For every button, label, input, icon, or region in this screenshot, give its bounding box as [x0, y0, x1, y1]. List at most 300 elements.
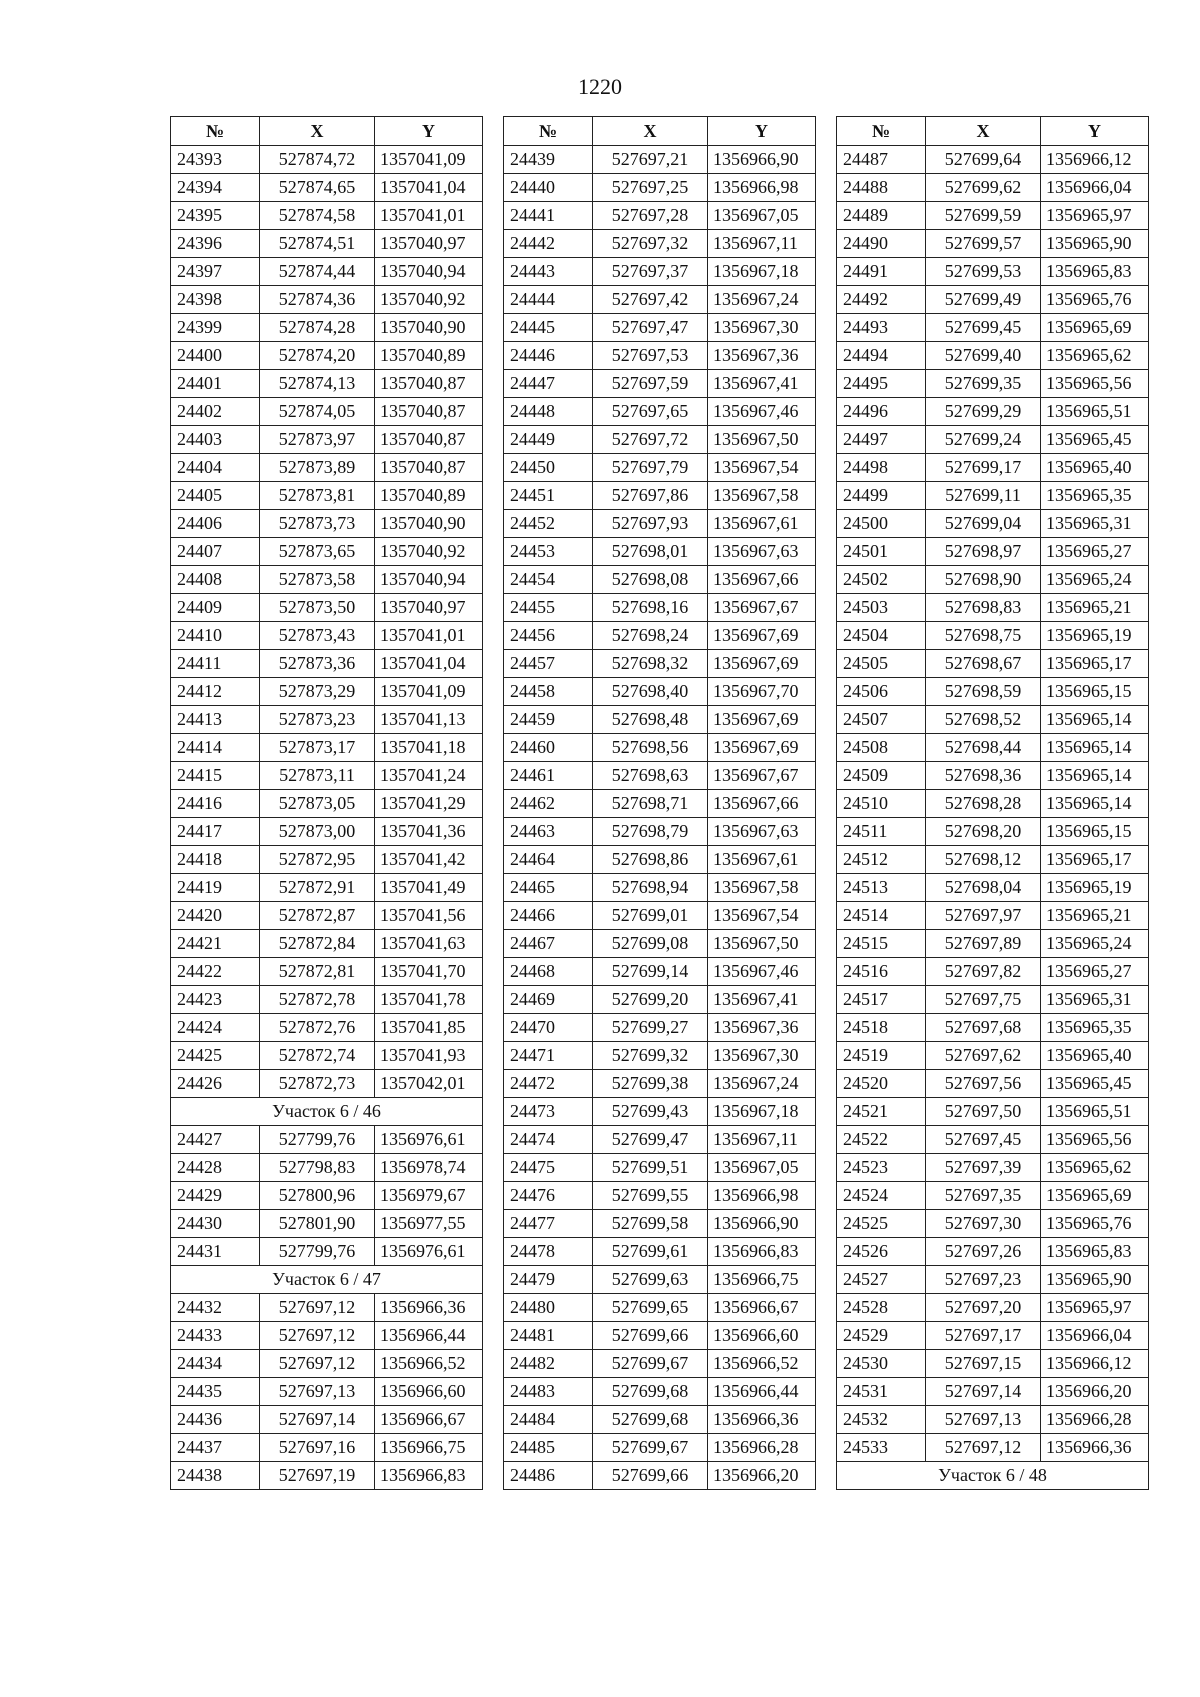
- point-number: 24489: [837, 202, 926, 230]
- point-number: 24473: [504, 1098, 593, 1126]
- header-number: №: [171, 117, 260, 146]
- x-coordinate: 527697,12: [260, 1294, 375, 1322]
- x-coordinate: 527873,23: [260, 706, 375, 734]
- table-row: [504, 1462, 816, 1490]
- y-coordinate: 1356967,67: [708, 762, 816, 790]
- section-label: Участок 6 / 48: [837, 1462, 1149, 1490]
- table-row: [171, 538, 483, 566]
- y-coordinate: 1356967,61: [708, 846, 816, 874]
- y-coordinate: 1356966,67: [375, 1406, 483, 1434]
- x-coordinate: 527699,53: [926, 258, 1041, 286]
- point-number: 24446: [504, 342, 593, 370]
- point-number: 24458: [504, 678, 593, 706]
- x-coordinate: 527698,94: [593, 874, 708, 902]
- point-number: 24452: [504, 510, 593, 538]
- y-coordinate: 1356965,19: [1041, 874, 1149, 902]
- y-coordinate: 1357040,89: [375, 482, 483, 510]
- y-coordinate: 1356966,36: [375, 1294, 483, 1322]
- point-number: 24483: [504, 1378, 593, 1406]
- y-coordinate: 1356965,21: [1041, 902, 1149, 930]
- table-row: [171, 1042, 483, 1070]
- point-number: 24519: [837, 1042, 926, 1070]
- point-number: 24482: [504, 1350, 593, 1378]
- table-row: [504, 1210, 816, 1238]
- point-number: 24493: [837, 314, 926, 342]
- point-number: 24397: [171, 258, 260, 286]
- point-number: 24516: [837, 958, 926, 986]
- y-coordinate: 1356965,40: [1041, 1042, 1149, 1070]
- table-row: [171, 1378, 483, 1406]
- x-coordinate: 527699,64: [926, 146, 1041, 174]
- y-coordinate: 1357040,97: [375, 594, 483, 622]
- y-coordinate: 1356967,54: [708, 902, 816, 930]
- point-number: 24506: [837, 678, 926, 706]
- y-coordinate: 1356965,76: [1041, 1210, 1149, 1238]
- x-coordinate: 527697,97: [926, 902, 1041, 930]
- point-number: 24401: [171, 370, 260, 398]
- table-row: [837, 426, 1149, 454]
- x-coordinate: 527874,44: [260, 258, 375, 286]
- x-coordinate: 527699,66: [593, 1462, 708, 1490]
- point-number: 24524: [837, 1182, 926, 1210]
- x-coordinate: 527697,12: [926, 1434, 1041, 1462]
- point-number: 24499: [837, 482, 926, 510]
- point-number: 24518: [837, 1014, 926, 1042]
- point-number: 24442: [504, 230, 593, 258]
- x-coordinate: 527698,75: [926, 622, 1041, 650]
- table-row: [837, 1378, 1149, 1406]
- coordinates-table-3: [836, 116, 1149, 1490]
- point-number: 24503: [837, 594, 926, 622]
- table-row: [171, 1070, 483, 1098]
- y-coordinate: 1356976,61: [375, 1238, 483, 1266]
- y-coordinate: 1356967,41: [708, 986, 816, 1014]
- header-x: X: [926, 117, 1041, 146]
- point-number: 24451: [504, 482, 593, 510]
- y-coordinate: 1356965,45: [1041, 1070, 1149, 1098]
- table-row: [504, 258, 816, 286]
- y-coordinate: 1356966,04: [1041, 174, 1149, 202]
- x-coordinate: 527699,62: [926, 174, 1041, 202]
- point-number: 24416: [171, 790, 260, 818]
- table-row: [504, 706, 816, 734]
- table-row: [171, 734, 483, 762]
- point-number: 24470: [504, 1014, 593, 1042]
- table-row: [504, 426, 816, 454]
- point-number: 24497: [837, 426, 926, 454]
- point-number: 24430: [171, 1210, 260, 1238]
- y-coordinate: 1356966,83: [708, 1238, 816, 1266]
- y-coordinate: 1356966,60: [708, 1322, 816, 1350]
- table-row: [171, 1154, 483, 1182]
- table-row: [837, 370, 1149, 398]
- x-coordinate: 527698,56: [593, 734, 708, 762]
- x-coordinate: 527699,61: [593, 1238, 708, 1266]
- table-row: [171, 846, 483, 874]
- y-coordinate: 1356966,28: [708, 1434, 816, 1462]
- x-coordinate: 527697,56: [926, 1070, 1041, 1098]
- point-number: 24410: [171, 622, 260, 650]
- table-row: [837, 454, 1149, 482]
- table-row: [171, 286, 483, 314]
- point-number: 24496: [837, 398, 926, 426]
- point-number: 24412: [171, 678, 260, 706]
- y-coordinate: 1357042,01: [375, 1070, 483, 1098]
- y-coordinate: 1356967,05: [708, 202, 816, 230]
- x-coordinate: 527698,32: [593, 650, 708, 678]
- point-number: 24478: [504, 1238, 593, 1266]
- x-coordinate: 527697,21: [593, 146, 708, 174]
- point-number: 24433: [171, 1322, 260, 1350]
- table-row: [504, 1322, 816, 1350]
- table-row: [504, 538, 816, 566]
- table-row: [171, 818, 483, 846]
- table-row: [171, 342, 483, 370]
- y-coordinate: 1356967,63: [708, 538, 816, 566]
- table-row: [504, 902, 816, 930]
- point-number: 24527: [837, 1266, 926, 1294]
- y-coordinate: 1356965,14: [1041, 790, 1149, 818]
- x-coordinate: 527699,45: [926, 314, 1041, 342]
- x-coordinate: 527872,95: [260, 846, 375, 874]
- x-coordinate: 527697,19: [260, 1462, 375, 1490]
- x-coordinate: 527699,29: [926, 398, 1041, 426]
- point-number: 24490: [837, 230, 926, 258]
- y-coordinate: 1356967,50: [708, 930, 816, 958]
- point-number: 24443: [504, 258, 593, 286]
- y-coordinate: 1356966,60: [375, 1378, 483, 1406]
- section-row: [837, 1462, 1149, 1490]
- x-coordinate: 527697,13: [260, 1378, 375, 1406]
- x-coordinate: 527697,14: [260, 1406, 375, 1434]
- table-row: [837, 846, 1149, 874]
- x-coordinate: 527874,13: [260, 370, 375, 398]
- table-row: [504, 1406, 816, 1434]
- point-number: 24468: [504, 958, 593, 986]
- x-coordinate: 527874,36: [260, 286, 375, 314]
- table-row: [504, 1126, 816, 1154]
- table-row: [837, 734, 1149, 762]
- y-coordinate: 1356965,76: [1041, 286, 1149, 314]
- header-y: Y: [375, 117, 483, 146]
- point-number: 24407: [171, 538, 260, 566]
- table-row: [504, 1042, 816, 1070]
- y-coordinate: 1356965,21: [1041, 594, 1149, 622]
- point-number: 24509: [837, 762, 926, 790]
- x-coordinate: 527874,58: [260, 202, 375, 230]
- x-coordinate: 527699,67: [593, 1434, 708, 1462]
- y-coordinate: 1356966,12: [1041, 146, 1149, 174]
- y-coordinate: 1356979,67: [375, 1182, 483, 1210]
- table-row: [171, 650, 483, 678]
- table-row: [837, 1182, 1149, 1210]
- point-number: 24461: [504, 762, 593, 790]
- point-number: 24435: [171, 1378, 260, 1406]
- x-coordinate: 527872,84: [260, 930, 375, 958]
- y-coordinate: 1357041,09: [375, 146, 483, 174]
- y-coordinate: 1356966,12: [1041, 1350, 1149, 1378]
- y-coordinate: 1357041,29: [375, 790, 483, 818]
- x-coordinate: 527873,00: [260, 818, 375, 846]
- y-coordinate: 1356965,31: [1041, 986, 1149, 1014]
- table-row: [171, 1126, 483, 1154]
- point-number: 24421: [171, 930, 260, 958]
- x-coordinate: 527799,76: [260, 1238, 375, 1266]
- y-coordinate: 1356967,30: [708, 1042, 816, 1070]
- point-number: 24501: [837, 538, 926, 566]
- y-coordinate: 1356966,75: [375, 1434, 483, 1462]
- point-number: 24399: [171, 314, 260, 342]
- table-row: [171, 874, 483, 902]
- x-coordinate: 527699,32: [593, 1042, 708, 1070]
- x-coordinate: 527699,66: [593, 1322, 708, 1350]
- table-row: [837, 874, 1149, 902]
- x-coordinate: 527699,49: [926, 286, 1041, 314]
- table-row: [504, 342, 816, 370]
- table-row: [837, 1014, 1149, 1042]
- table-row: [171, 370, 483, 398]
- table-row: [837, 538, 1149, 566]
- point-number: 24485: [504, 1434, 593, 1462]
- table-row: [171, 1462, 483, 1490]
- y-coordinate: 1356967,24: [708, 286, 816, 314]
- table-row: [504, 874, 816, 902]
- y-coordinate: 1357041,24: [375, 762, 483, 790]
- table-row: [837, 398, 1149, 426]
- point-number: 24432: [171, 1294, 260, 1322]
- x-coordinate: 527697,15: [926, 1350, 1041, 1378]
- table-row: [171, 622, 483, 650]
- point-number: 24475: [504, 1154, 593, 1182]
- x-coordinate: 527698,36: [926, 762, 1041, 790]
- table-row: [837, 258, 1149, 286]
- point-number: 24513: [837, 874, 926, 902]
- point-number: 24415: [171, 762, 260, 790]
- x-coordinate: 527698,24: [593, 622, 708, 650]
- y-coordinate: 1357041,09: [375, 678, 483, 706]
- y-coordinate: 1357041,42: [375, 846, 483, 874]
- table-row: [171, 986, 483, 1014]
- y-coordinate: 1357041,63: [375, 930, 483, 958]
- x-coordinate: 527699,40: [926, 342, 1041, 370]
- point-number: 24440: [504, 174, 593, 202]
- y-coordinate: 1356967,18: [708, 258, 816, 286]
- y-coordinate: 1357040,87: [375, 370, 483, 398]
- x-coordinate: 527801,90: [260, 1210, 375, 1238]
- point-number: 24512: [837, 846, 926, 874]
- x-coordinate: 527698,52: [926, 706, 1041, 734]
- point-number: 24454: [504, 566, 593, 594]
- table-row: [171, 762, 483, 790]
- coordinates-table-2: [503, 116, 816, 1490]
- point-number: 24434: [171, 1350, 260, 1378]
- y-coordinate: 1357040,87: [375, 454, 483, 482]
- point-number: 24492: [837, 286, 926, 314]
- point-number: 24471: [504, 1042, 593, 1070]
- x-coordinate: 527699,14: [593, 958, 708, 986]
- point-number: 24505: [837, 650, 926, 678]
- page-number: 1220: [578, 74, 622, 99]
- x-coordinate: 527873,36: [260, 650, 375, 678]
- point-number: 24517: [837, 986, 926, 1014]
- point-number: 24463: [504, 818, 593, 846]
- point-number: 24515: [837, 930, 926, 958]
- y-coordinate: 1356967,05: [708, 1154, 816, 1182]
- point-number: 24456: [504, 622, 593, 650]
- point-number: 24457: [504, 650, 593, 678]
- point-number: 24498: [837, 454, 926, 482]
- y-coordinate: 1357041,04: [375, 650, 483, 678]
- table-row: [504, 566, 816, 594]
- y-coordinate: 1356967,11: [708, 1126, 816, 1154]
- table-row: [171, 1238, 483, 1266]
- y-coordinate: 1357040,90: [375, 510, 483, 538]
- header-number: №: [504, 117, 593, 146]
- table-row: [171, 510, 483, 538]
- y-coordinate: 1356966,52: [708, 1350, 816, 1378]
- x-coordinate: 527873,89: [260, 454, 375, 482]
- y-coordinate: 1356965,69: [1041, 314, 1149, 342]
- x-coordinate: 527699,65: [593, 1294, 708, 1322]
- x-coordinate: 527697,59: [593, 370, 708, 398]
- table-row: [171, 902, 483, 930]
- point-number: 24424: [171, 1014, 260, 1042]
- x-coordinate: 527873,43: [260, 622, 375, 650]
- y-coordinate: 1356967,69: [708, 650, 816, 678]
- point-number: 24428: [171, 1154, 260, 1182]
- point-number: 24453: [504, 538, 593, 566]
- point-number: 24398: [171, 286, 260, 314]
- x-coordinate: 527699,11: [926, 482, 1041, 510]
- y-coordinate: 1356966,83: [375, 1462, 483, 1490]
- point-number: 24413: [171, 706, 260, 734]
- y-coordinate: 1356966,20: [1041, 1378, 1149, 1406]
- table-row: [171, 146, 483, 174]
- y-coordinate: 1357040,87: [375, 398, 483, 426]
- point-number: 24507: [837, 706, 926, 734]
- y-coordinate: 1356967,58: [708, 874, 816, 902]
- table-row: [504, 482, 816, 510]
- point-number: 24406: [171, 510, 260, 538]
- x-coordinate: 527872,91: [260, 874, 375, 902]
- x-coordinate: 527873,73: [260, 510, 375, 538]
- x-coordinate: 527874,05: [260, 398, 375, 426]
- y-coordinate: 1356965,17: [1041, 650, 1149, 678]
- table-row: [837, 482, 1149, 510]
- table-row: [837, 1350, 1149, 1378]
- x-coordinate: 527872,76: [260, 1014, 375, 1042]
- x-coordinate: 527698,90: [926, 566, 1041, 594]
- x-coordinate: 527699,01: [593, 902, 708, 930]
- y-coordinate: 1356965,14: [1041, 706, 1149, 734]
- y-coordinate: 1356965,62: [1041, 342, 1149, 370]
- table-row: [504, 818, 816, 846]
- x-coordinate: 527697,45: [926, 1126, 1041, 1154]
- y-coordinate: 1357041,49: [375, 874, 483, 902]
- x-coordinate: 527699,59: [926, 202, 1041, 230]
- point-number: 24439: [504, 146, 593, 174]
- x-coordinate: 527699,24: [926, 426, 1041, 454]
- table-row: [171, 454, 483, 482]
- x-coordinate: 527697,32: [593, 230, 708, 258]
- x-coordinate: 527697,75: [926, 986, 1041, 1014]
- x-coordinate: 527699,67: [593, 1350, 708, 1378]
- table-header-row: [837, 117, 1149, 146]
- y-coordinate: 1356966,98: [708, 1182, 816, 1210]
- y-coordinate: 1356967,69: [708, 706, 816, 734]
- table-row: [504, 202, 816, 230]
- point-number: 24495: [837, 370, 926, 398]
- x-coordinate: 527872,78: [260, 986, 375, 1014]
- point-number: 24511: [837, 818, 926, 846]
- y-coordinate: 1356965,24: [1041, 930, 1149, 958]
- y-coordinate: 1356966,44: [375, 1322, 483, 1350]
- table-row: [171, 230, 483, 258]
- x-coordinate: 527698,67: [926, 650, 1041, 678]
- point-number: 24447: [504, 370, 593, 398]
- point-number: 24429: [171, 1182, 260, 1210]
- table-row: [504, 454, 816, 482]
- x-coordinate: 527874,28: [260, 314, 375, 342]
- table-row: [837, 286, 1149, 314]
- table-row: [504, 1182, 816, 1210]
- y-coordinate: 1356965,56: [1041, 370, 1149, 398]
- point-number: 24437: [171, 1434, 260, 1462]
- x-coordinate: 527873,29: [260, 678, 375, 706]
- point-number: 24510: [837, 790, 926, 818]
- point-number: 24464: [504, 846, 593, 874]
- x-coordinate: 527800,96: [260, 1182, 375, 1210]
- table-row: [504, 930, 816, 958]
- y-coordinate: 1357041,85: [375, 1014, 483, 1042]
- x-coordinate: 527697,37: [593, 258, 708, 286]
- table-row: [504, 678, 816, 706]
- x-coordinate: 527698,40: [593, 678, 708, 706]
- x-coordinate: 527699,43: [593, 1098, 708, 1126]
- table-row: [837, 706, 1149, 734]
- table-row: [504, 622, 816, 650]
- y-coordinate: 1356966,36: [1041, 1434, 1149, 1462]
- table-row: [837, 1434, 1149, 1462]
- x-coordinate: 527699,04: [926, 510, 1041, 538]
- table-row: [171, 958, 483, 986]
- table-row: [837, 1266, 1149, 1294]
- y-coordinate: 1356965,83: [1041, 258, 1149, 286]
- y-coordinate: 1357040,94: [375, 258, 483, 286]
- table-row: [171, 1406, 483, 1434]
- point-number: 24403: [171, 426, 260, 454]
- point-number: 24393: [171, 146, 260, 174]
- table-row: [171, 566, 483, 594]
- point-number: 24479: [504, 1266, 593, 1294]
- y-coordinate: 1357040,97: [375, 230, 483, 258]
- x-coordinate: 527699,63: [593, 1266, 708, 1294]
- y-coordinate: 1356965,62: [1041, 1154, 1149, 1182]
- x-coordinate: 527697,12: [260, 1350, 375, 1378]
- y-coordinate: 1356967,50: [708, 426, 816, 454]
- x-coordinate: 527873,58: [260, 566, 375, 594]
- y-coordinate: 1356977,55: [375, 1210, 483, 1238]
- x-coordinate: 527697,65: [593, 398, 708, 426]
- point-number: 24494: [837, 342, 926, 370]
- point-number: 24396: [171, 230, 260, 258]
- point-number: 24431: [171, 1238, 260, 1266]
- point-number: 24530: [837, 1350, 926, 1378]
- y-coordinate: 1356967,63: [708, 818, 816, 846]
- x-coordinate: 527874,65: [260, 174, 375, 202]
- table-row: [171, 482, 483, 510]
- x-coordinate: 527699,27: [593, 1014, 708, 1042]
